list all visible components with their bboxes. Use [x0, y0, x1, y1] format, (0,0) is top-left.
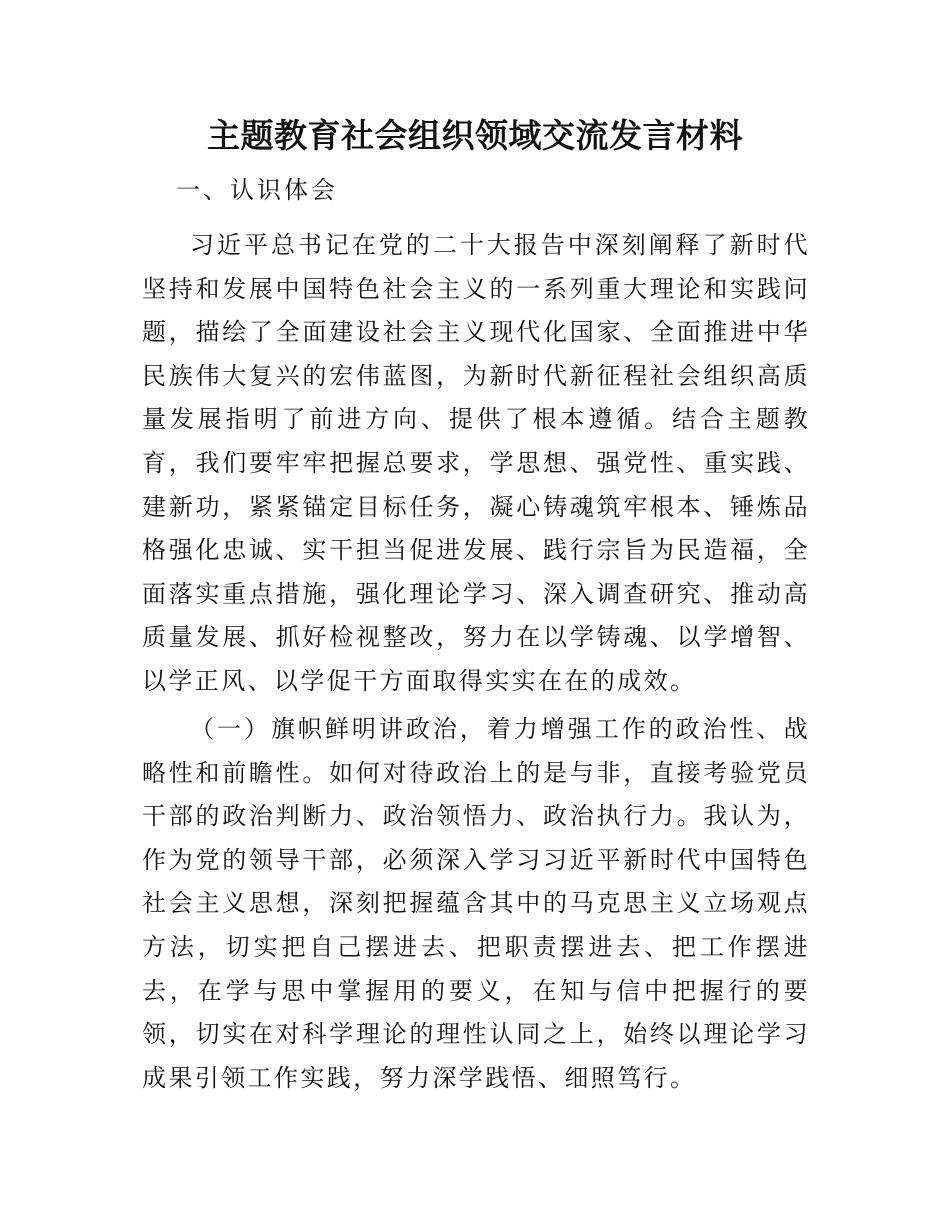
paragraph-2: （一）旗帜鲜明讲政治，着力增强工作的政治性、战略性和前瞻性。如何对待政治上的是与非，直接考验党员干部的政治判断力、政治领悟力、政治执行力。我认为，作为党的领导干部，必须深入学习习近平新时代中国特色社会主义思想，深刻把握蕴含其中的马克思主义立场观点方法，切实把自己摆进去、把职责摆进去、把工作摆进去，在学与思中掌握用的要义，在知与信中把握行的要领，切实在对科学理论的理性认同之上，始终以理论学习成果引领工作实践，努力深学践悟、细照笃行。 [142, 715, 810, 1092]
section-heading: 一、认识体会 [176, 176, 338, 204]
paragraph-1: 习近平总书记在党的二十大报告中深刻阐释了新时代坚持和发展中国特色社会主义的一系列重大理论和实践问题，描绘了全面建设社会主义现代化国家、全面推进中华民族伟大复兴的宏伟蓝图，为新时代新征程社会组织高质量发展指明了前进方向、提供了根本遵循。结合主题教育，我们要牢牢把握总要求，学思想、强党性、重实践、建新功，紧紧锚定目标任务，凝心铸魂筑牢根本、锤炼品格强化忠诚、实干担当促进发展、践行宗旨为民造福，全面落实重点措施，强化理论学习、深入调查研究、推动高质量发展、抓好检视整改，努力在以学铸魂、以学增智、以学正风、以学促干方面取得实实在在的成效。 [142, 231, 810, 695]
document-title: 主题教育社会组织领域交流发言材料 [207, 116, 743, 155]
